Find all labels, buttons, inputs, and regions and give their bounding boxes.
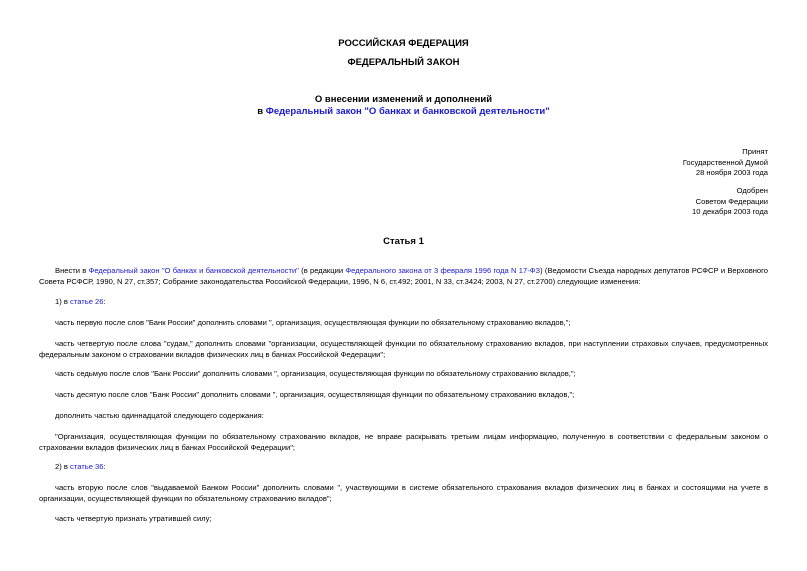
doc-type-heading: ФЕДЕРАЛЬНЫЙ ЗАКОН	[347, 57, 460, 68]
article-26-link[interactable]: статье 26	[70, 297, 104, 306]
law-title-line1: О внесении изменений и дополнений	[314, 94, 493, 105]
item-2	[39, 461, 768, 472]
item-1	[39, 296, 768, 307]
item-2-suffix: :	[103, 462, 106, 471]
intro-text-2: (в редакции	[298, 266, 346, 275]
law-title-line2	[0, 106, 807, 117]
intro-law-link[interactable]: Федеральный закон "О банках и банковской деятельности"	[88, 266, 299, 275]
law-title-link[interactable]: Федеральный закон "О банках и банковской деятельности"	[265, 106, 550, 117]
intro-text-1: Внести в	[55, 266, 89, 275]
item-1-suffix: :	[103, 297, 106, 306]
adoption-duma-block	[683, 147, 768, 179]
paragraph-part-4: часть четвертую после слова "судам," дополнить словами "организации, осуществляющей функции по обязательному страхованию вкладов, при наступлении страховых случаев, предусмотренных федеральным законом о страховании вкладов физических лиц в банках Российской Федерации";	[39, 339, 768, 359]
accepted-date: 28 ноября 2003 года	[695, 168, 768, 177]
paragraph-part-1: часть первую после слов "Банк России" дополнить словами ", организация, осуществляющая функции по обязательному страхованию вкладов,";	[55, 318, 571, 327]
article-36-link[interactable]: статье 36	[70, 462, 104, 471]
paragraph-36-part-4: часть четвертую признать утратившей силу;	[55, 514, 212, 523]
intro-amendment-link[interactable]: Федерального закона от 3 февраля 1996 года N 17-ФЗ	[345, 266, 541, 275]
article-heading: Статья 1	[383, 236, 424, 247]
paragraph-part-10: часть десятую после слов "Банк России" дополнить словами ", организация, осуществляющая функции по обязательному страхованию вкладов,";	[55, 390, 575, 399]
intro-text-3: ) (Ведомости Съезда народных депутатов РСФСР и Верховного Совета РСФСР, 1990, N 27, ст.357; Собрание законодательства Российской Федерации, 1996, N 6, ст.492; 2001, N 33, ст.3424; 2003, N 27, ст.2700) следующие изменения:	[39, 266, 768, 286]
country-heading: РОССИЙСКАЯ ФЕДЕРАЦИЯ	[338, 38, 469, 49]
paragraph-part-7: часть седьмую после слов "Банк России" дополнить словами ", организация, осуществляющая функции по обязательному страхованию вкладов,";	[55, 369, 576, 378]
law-title-prefix: в	[257, 106, 266, 117]
accepted-by: Государственной Думой	[682, 157, 768, 167]
item-2-prefix: 2) в	[55, 462, 71, 471]
paragraph-36-part-2: часть вторую после слов "выдаваемой Банком России" дополнить словами ", участвующими в системе обязательного страхования вкладов физических лиц в банках и состоящими на учете в организации, осуществляющей функции по обязательному страхованию вкладов";	[39, 483, 768, 503]
approved-by: Советом Федерации	[695, 196, 768, 206]
item-1-prefix: 1) в	[55, 297, 71, 306]
adoption-council-block	[692, 186, 768, 218]
paragraph-part-11-text: "Организация, осуществляющая функции по обязательному страхованию вкладов, не вправе раскрывать третьим лицам информацию, полученную в соответствии с федеральным законом о страховании вкладов физических лиц в банках Российской Федерации";	[39, 432, 768, 452]
paragraph-add-part-11: дополнить частью одиннадцатой следующего содержания:	[55, 411, 264, 420]
approved-label: Одобрен	[736, 186, 768, 195]
approved-date: 10 декабря 2003 года	[692, 207, 768, 216]
accepted-label: Принят	[742, 147, 768, 156]
article-intro	[39, 265, 768, 287]
